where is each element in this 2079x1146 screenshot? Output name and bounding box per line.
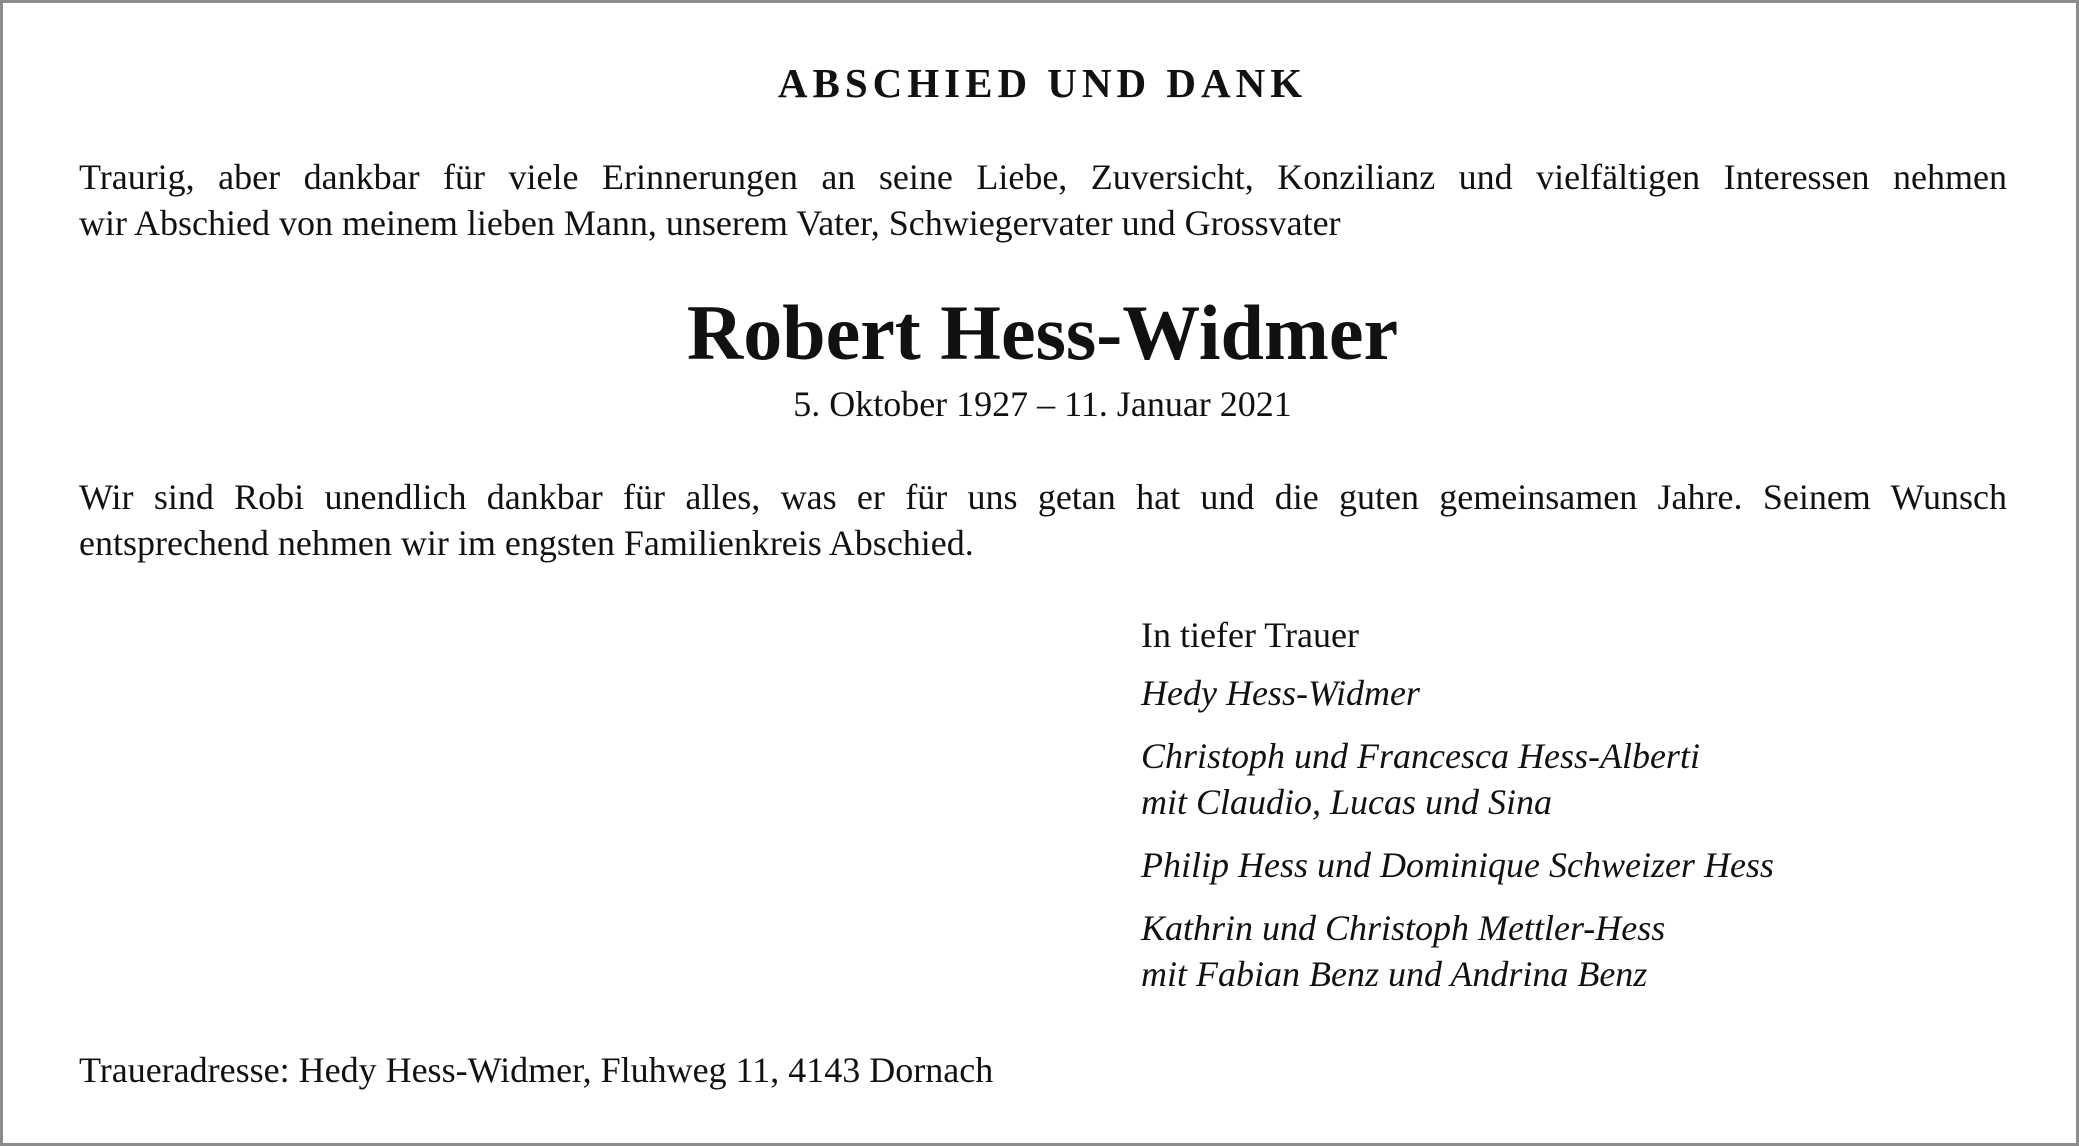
intro-paragraph bbox=[79, 154, 2007, 246]
mourner-group bbox=[1141, 905, 2021, 997]
mourner-group bbox=[1141, 842, 2021, 888]
intro-line-2: wir Abschied von meinem lieben Mann, unserem Vater, Schwiegervater und Grossvater bbox=[79, 203, 1341, 243]
intro-line-1: Traurig, aber dankbar für viele Erinnerungen an seine Liebe, Zuversicht, Konzilianz und vielfältigen Interessen nehmen bbox=[79, 157, 2007, 197]
mourner-line: mit Fabian Benz und Andrina Benz bbox=[1141, 954, 1648, 994]
mourner-group bbox=[1141, 670, 2021, 716]
mourner-line: Kathrin und Christoph Mettler-Hess bbox=[1141, 908, 1666, 948]
mourners-block bbox=[1141, 612, 2021, 1014]
mourner-line: Christoph und Francesca Hess-Alberti bbox=[1141, 736, 1700, 776]
message-line-1: Wir sind Robi unendlich dankbar für alles, was er für uns getan hat und die guten gemeinsamen Jahre. Seinem Wunsch bbox=[79, 477, 2007, 517]
life-dates: 5. Oktober 1927 – 11. Januar 2021 bbox=[793, 384, 1292, 424]
mourning-address: Traueradresse: Hedy Hess-Widmer, Fluhweg 11, 4143 Dornach bbox=[79, 1050, 994, 1090]
mourning-intro: In tiefer Trauer bbox=[1141, 615, 1359, 655]
notice-heading: ABSCHIED UND DANK bbox=[777, 60, 1308, 106]
message-paragraph bbox=[79, 474, 2007, 566]
deceased-name: Robert Hess-Widmer bbox=[686, 289, 1399, 376]
mourner-line: mit Claudio, Lucas und Sina bbox=[1141, 782, 1553, 822]
mourner-line: Philip Hess und Dominique Schweizer Hess bbox=[1141, 845, 1774, 885]
mourner-line: Hedy Hess-Widmer bbox=[1141, 673, 1420, 713]
mourner-group bbox=[1141, 733, 2021, 825]
message-line-2: entsprechend nehmen wir im engsten Familienkreis Abschied. bbox=[79, 523, 974, 563]
